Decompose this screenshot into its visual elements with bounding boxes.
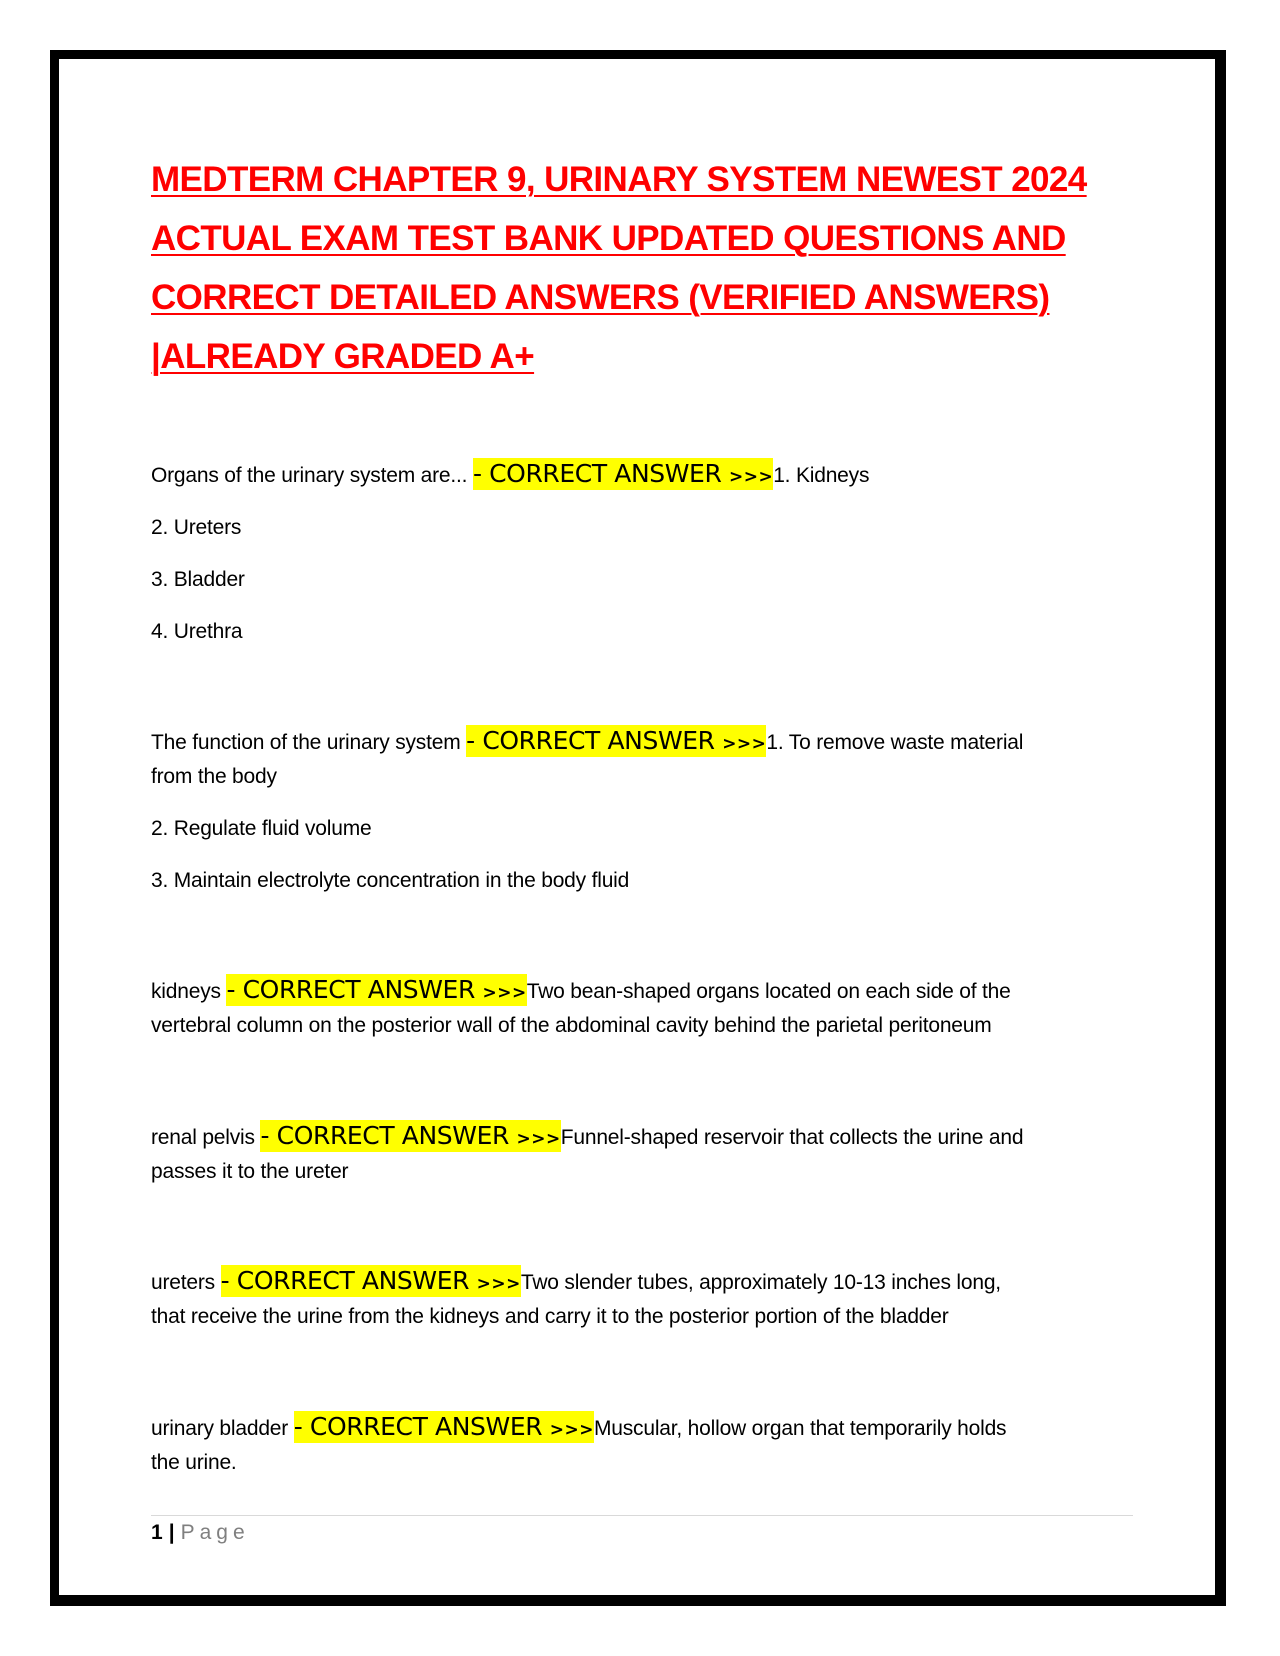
term-text: urinary bladder bbox=[151, 1417, 294, 1440]
answer-arrows: >>> bbox=[722, 734, 767, 754]
title-line-3: CORRECT DETAILED ANSWERS (VERIFIED ANSWERS) bbox=[151, 278, 1050, 317]
answer-text: Funnel-shaped reservoir that collects the urine and bbox=[560, 1126, 1024, 1149]
term-text: The function of the urinary system bbox=[151, 731, 467, 754]
term-text: Organs of the urinary system are... bbox=[151, 464, 473, 487]
correct-answer-label: - CORRECT ANSWER bbox=[472, 459, 729, 488]
entry-organs-line-3: 3. Bladder bbox=[151, 568, 245, 591]
entry-organs-line-2: 2. Ureters bbox=[151, 516, 242, 539]
entry-organs-question bbox=[151, 456, 869, 495]
title-line-4: |ALREADY GRADED A+ bbox=[151, 337, 535, 376]
entry-kidneys-line-2: vertebral column on the posterior wall of the abdominal cavity behind the parietal peritoneum bbox=[151, 1014, 992, 1037]
title-line-1: MEDTERM CHAPTER 9, URINARY SYSTEM NEWEST 2024 bbox=[151, 160, 1087, 199]
correct-answer-highlight bbox=[294, 1411, 594, 1443]
title-line-2: ACTUAL EXAM TEST BANK UPDATED QUESTIONS AND bbox=[151, 219, 1066, 258]
entry-renal-pelvis-line-2: passes it to the ureter bbox=[151, 1160, 349, 1183]
answer-text: Two slender tubes, approximately 10-13 inches long, bbox=[520, 1271, 1001, 1294]
footer-divider bbox=[151, 1515, 1133, 1516]
correct-answer-label: - CORRECT ANSWER bbox=[260, 1121, 517, 1150]
answer-text: Muscular, hollow organ that temporarily holds bbox=[593, 1417, 1007, 1440]
correct-answer-label: - CORRECT ANSWER bbox=[293, 1412, 550, 1441]
answer-arrows: >>> bbox=[728, 467, 774, 487]
correct-answer-highlight bbox=[466, 725, 766, 757]
correct-answer-highlight bbox=[226, 974, 526, 1006]
answer-text: 1. Kidneys bbox=[773, 464, 870, 487]
term-text: renal pelvis bbox=[151, 1126, 261, 1149]
correct-answer-label: - CORRECT ANSWER bbox=[226, 975, 483, 1004]
correct-answer-highlight bbox=[260, 1120, 560, 1152]
entry-function-line-4: 3. Maintain electrolyte concentration in the body fluid bbox=[151, 869, 630, 892]
entry-organs-line-4: 4. Urethra bbox=[151, 620, 243, 643]
entry-kidneys-question bbox=[151, 972, 1011, 1011]
entry-urinary-bladder-question bbox=[151, 1409, 1006, 1448]
page-footer bbox=[151, 1518, 250, 1548]
entry-function-line-3: 2. Regulate fluid volume bbox=[151, 817, 372, 840]
answer-text: 1. To remove waste material bbox=[766, 731, 1024, 754]
page-label: Page bbox=[180, 1521, 250, 1544]
entry-urinary-bladder-line-2: the urine. bbox=[151, 1451, 237, 1474]
footer-separator: | bbox=[168, 1521, 175, 1544]
answer-arrows: >>> bbox=[476, 1274, 521, 1294]
correct-answer-label: - CORRECT ANSWER bbox=[220, 1266, 477, 1295]
entry-ureters-line-2: that receive the urine from the kidneys and carry it to the posterior portion of the bladder bbox=[151, 1305, 949, 1328]
correct-answer-highlight bbox=[473, 458, 773, 490]
term-text: ureters bbox=[151, 1271, 221, 1294]
answer-arrows: >>> bbox=[482, 983, 527, 1003]
entry-ureters-question bbox=[151, 1263, 1001, 1302]
answer-arrows: >>> bbox=[516, 1129, 561, 1149]
correct-answer-highlight bbox=[221, 1265, 521, 1297]
term-text: kidneys bbox=[151, 980, 227, 1003]
document-title bbox=[151, 150, 1131, 386]
answer-text: Two bean-shaped organs located on each side of the bbox=[526, 980, 1011, 1003]
page-number: 1 bbox=[151, 1521, 163, 1544]
entry-renal-pelvis-question bbox=[151, 1118, 1023, 1157]
entry-function-line-2: from the body bbox=[151, 765, 277, 788]
entry-function-question bbox=[151, 723, 1023, 762]
correct-answer-label: - CORRECT ANSWER bbox=[466, 726, 723, 755]
answer-arrows: >>> bbox=[549, 1420, 594, 1440]
